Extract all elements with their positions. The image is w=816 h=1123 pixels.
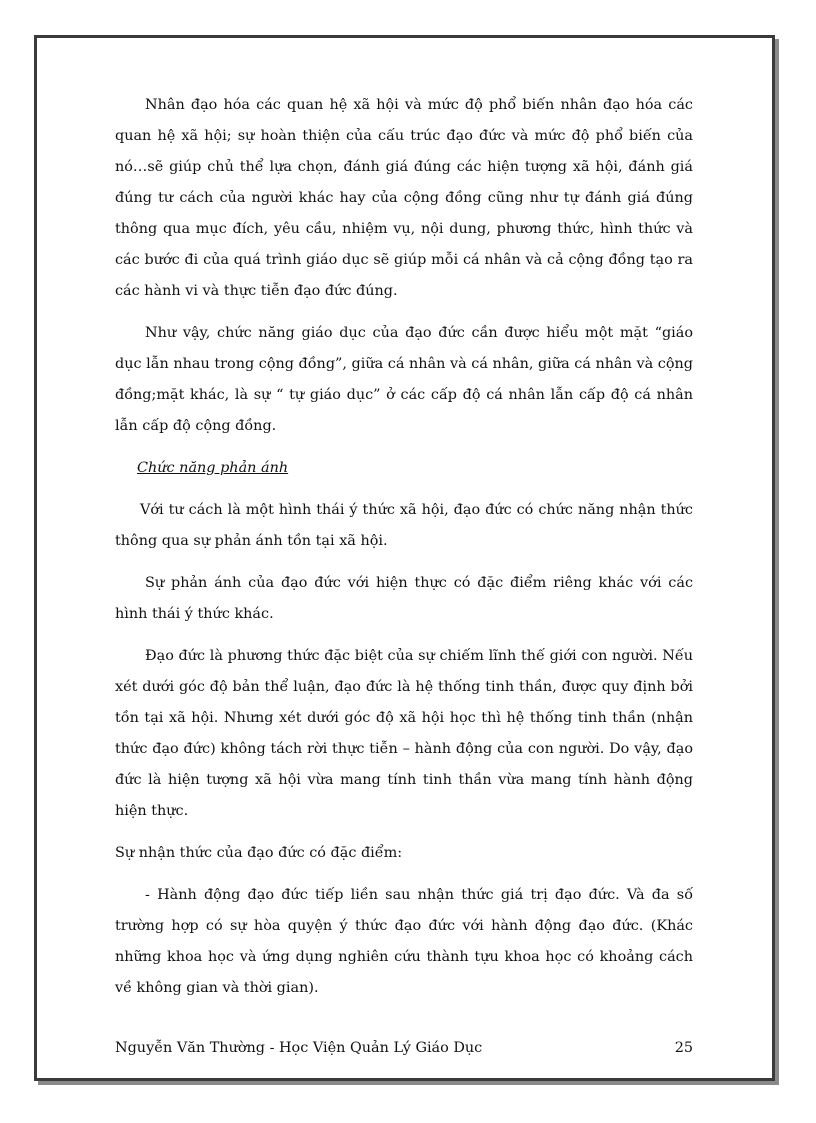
footer-author: Nguyễn Văn Thường - Học Viện Quản Lý Giáo Dục	[115, 1040, 483, 1056]
paragraph-humanization: Nhân đạo hóa các quan hệ xã hội và mức độ phổ biến nhân đạo hóa các quan hệ xã hội; sự hoàn thiện của cấu trúc đạo đức và mức độ phổ biến của nó…sẽ giúp chủ thể lựa chọn, đánh giá đúng các hiện tượng xã hội, đánh giá đúng tư cách của người khác hay của cộng đồng cũng như tự đánh giá đúng thông qua mục đích, yêu cầu, nhiệm vụ, nội dung, phương thức, hình thức và các bước đi của quá trình giáo dục sẽ giúp mỗi cá nhân và cả cộng đồng tạo ra các hành vi và thực tiễn đạo đức đúng.	[115, 97, 693, 299]
paragraph-social-consciousness: Với tư cách là một hình thái ý thức xã hội, đạo đức có chức năng nhận thức thông qua sự phản ánh tồn tại xã hội.	[115, 502, 693, 549]
paragraph-education-function: Như vậy, chức năng giáo dục của đạo đức cần được hiểu một mặt “giáo dục lẫn nhau trong cộng đồng”, giữa cá nhân và cá nhân, giữa cá nhân và cộng đồng;mặt khác, là sự “ tự giáo dục” ở các cấp độ cá nhân lẫn cấp độ cá nhân lẫn cấp độ cộng đồng.	[115, 325, 693, 434]
page-number: 25	[674, 1040, 693, 1056]
paragraph-cognition-features: Sự nhận thức của đạo đức có đặc điểm:	[115, 845, 403, 861]
paragraph-ethics-method: Đạo đức là phương thức đặc biệt của sự chiếm lĩnh thế giới con người. Nếu xét dưới góc độ bản thể luận, đạo đức là hệ thống tinh thần, được quy định bởi tồn tại xã hội. Nhưng xét dưới góc độ xã hội học thì hệ thống tinh thần (nhận thức đạo đức) không tách rời thực tiễn – hành động của con người. Do vậy, đạo đức là hiện tượng xã hội vừa mang tính tinh thần vừa mang tính hành động hiện thực.	[115, 648, 693, 819]
document-body	[115, 90, 693, 1015]
paragraph-action-follows-cognition: - Hành động đạo đức tiếp liền sau nhận thức giá trị đạo đức. Và đa số trường hợp có sự hòa quyện ý thức đạo đức với hành động đạo đức. (Khác những khoa học và ứng dụng nghiên cứu thành tựu khoa học có khoảng cách về không gian và thời gian).	[115, 887, 693, 996]
paragraph-reflection-reality: Sự phản ánh của đạo đức với hiện thực có đặc điểm riêng khác với các hình thái ý thức khác.	[115, 575, 693, 622]
section-heading-reflection-function: Chức năng phản ánh	[137, 460, 289, 476]
page-footer	[115, 1038, 693, 1058]
